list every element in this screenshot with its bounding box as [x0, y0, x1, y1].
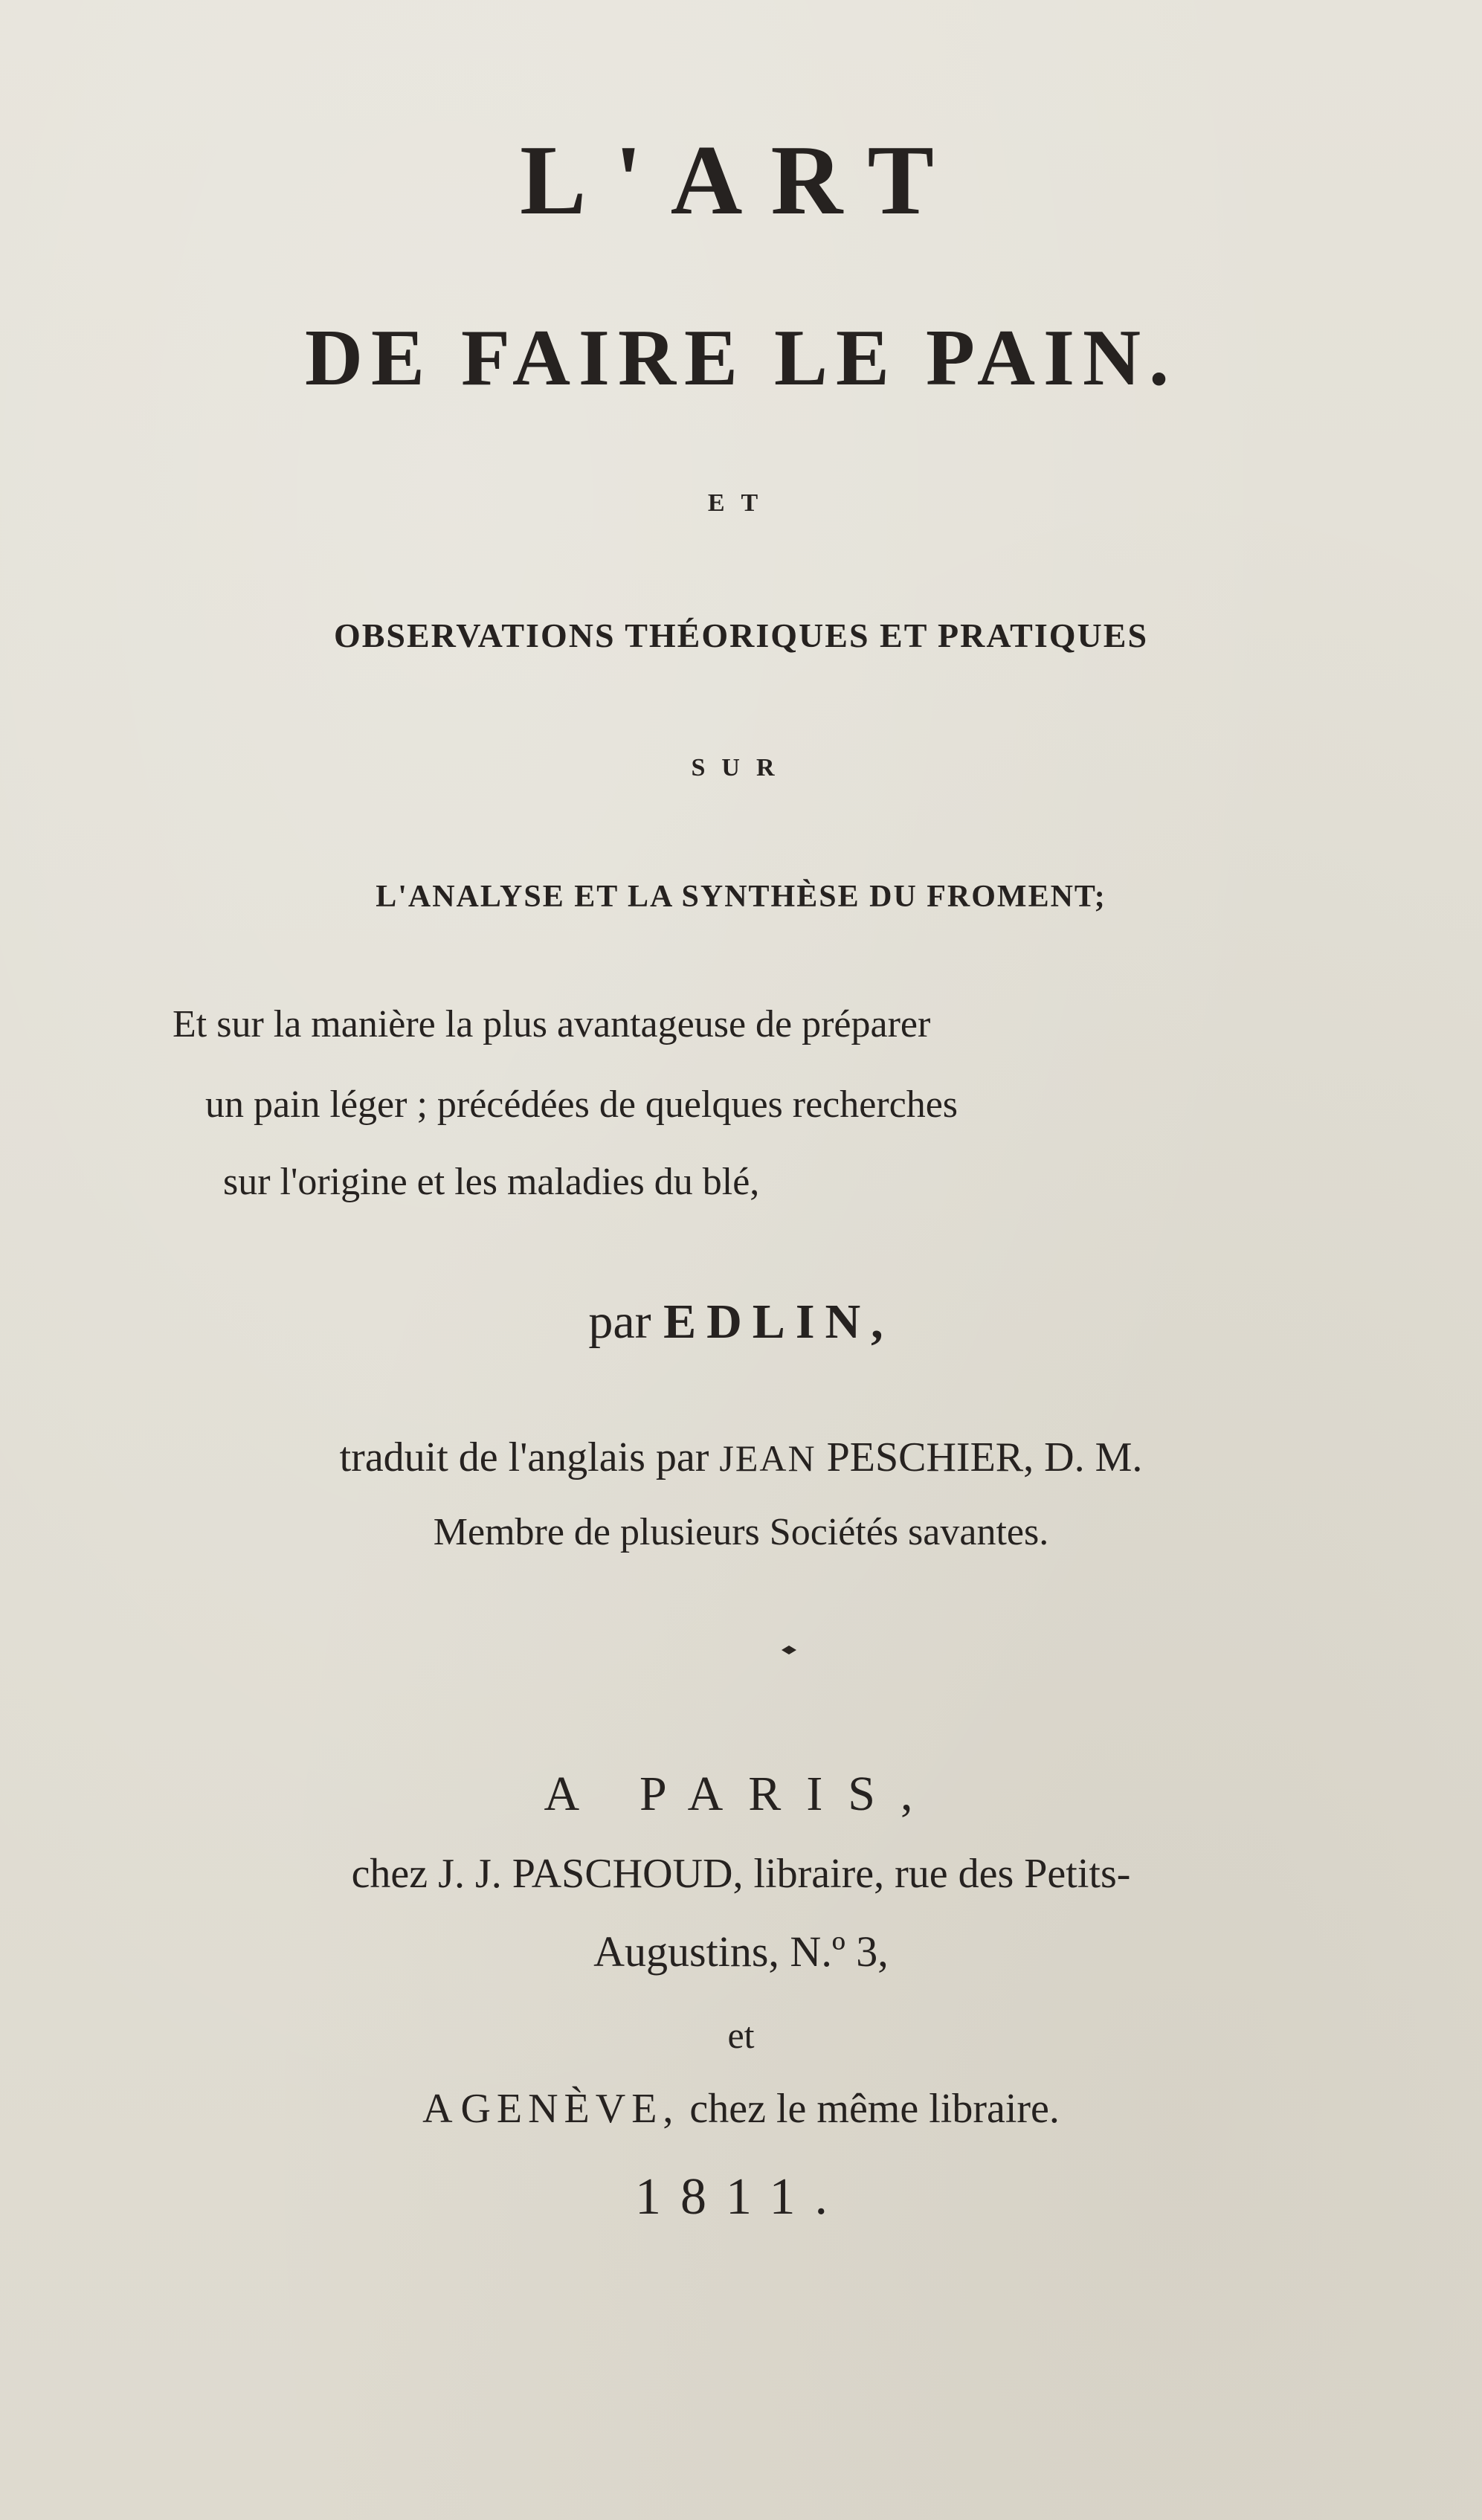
imprint-city: A PARIS,: [544, 1767, 938, 1821]
imprint-publisher-rest: , libraire, rue des Petits-: [732, 1851, 1131, 1897]
title-line-2: DE FAIRE LE PAIN.: [304, 314, 1178, 402]
author-prefix: par: [588, 1295, 651, 1349]
conjunction-et: ET: [707, 489, 775, 517]
translator-prefix: traduit de l'anglais par: [339, 1434, 709, 1480]
imprint-publisher-prefix: chez J. J.: [351, 1851, 502, 1897]
imprint-city-2-rest: chez le même libraire.: [689, 2086, 1060, 2132]
conjunction-et-lower: et: [727, 2014, 755, 2056]
translator-role: Membre de plusieurs Sociétés savantes.: [433, 1511, 1049, 1553]
imprint-city-2-name: GENÈVE,: [460, 2086, 680, 2132]
author-name: EDLIN,: [663, 1295, 894, 1349]
ornament-icon: [781, 1645, 797, 1655]
conjunction-sur: SUR: [691, 754, 791, 782]
imprint-city-2-prefix: A: [422, 2086, 451, 2132]
subtitle-observations: OBSERVATIONS THÉORIQUES ET PRATIQUES: [333, 616, 1149, 654]
translator-first-name: JEAN: [719, 1437, 816, 1479]
title-line-1: L'ART: [520, 125, 962, 235]
translator-last-name: PESCHIER, D. M.: [826, 1434, 1143, 1480]
imprint-publisher: [0, 1853, 1482, 1895]
subject-line: L'ANALYSE ET LA SYNTHÈSE DU FROMENT;: [376, 880, 1106, 914]
publication-year: 1811.: [635, 2168, 847, 2226]
imprint-city-2: [0, 2088, 1482, 2130]
imprint-address: Augustins, N.º 3,: [593, 1927, 889, 1976]
imprint-publisher-name: PASCHOUD: [512, 1851, 733, 1897]
description-line-2: un pain léger ; précédées de quelques recherches: [205, 1083, 959, 1126]
author-line: [0, 1295, 1482, 1349]
description-line-1: Et sur la manière la plus avantageuse de préparer: [173, 1003, 931, 1045]
translator-line: [0, 1434, 1482, 1480]
description-line-3: sur l'origine et les maladies du blé,: [223, 1161, 760, 1203]
